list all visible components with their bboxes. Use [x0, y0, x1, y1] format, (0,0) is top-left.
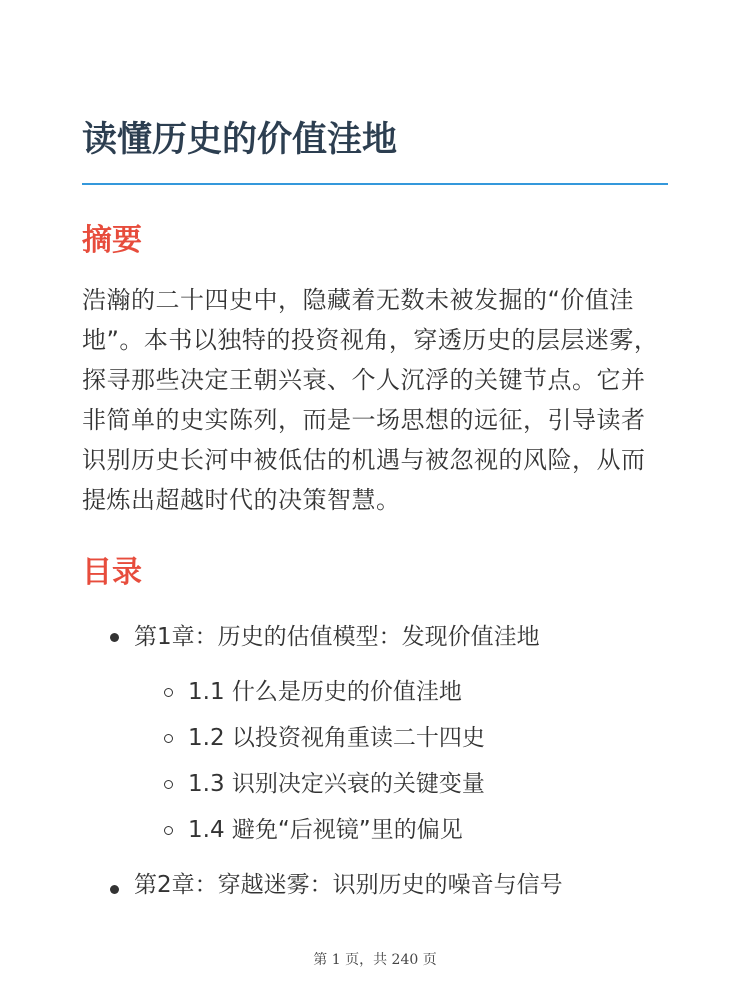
abstract-text: 浩瀚的二十四史中，隐藏着无数未被发掘的“价值洼地”。本书以独特的投资视角，穿透历史的层层迷雾，探寻那些决定王朝兴衰、个人沉浮的关键节点。它并非简单的史实陈列，而是一场思想的远征，引导读者识别历史长河中被低估的机遇与被忽视的风险，从而提炼出超越时代的决策智慧。	[82, 286, 659, 514]
toc-section-1-2[interactable]: 1.2 以投资视角重读二十四史	[188, 725, 485, 751]
bullet-circle-icon	[164, 688, 173, 697]
toc-chapter-1[interactable]: 第1章：历史的估值模型：发现价值洼地	[134, 624, 540, 650]
book-title: 读懂历史的价值洼地	[82, 120, 398, 160]
bullet-circle-icon	[164, 734, 173, 743]
toc-heading: 目录	[82, 555, 142, 590]
abstract-heading: 摘要	[82, 223, 142, 258]
toc-section-1-4[interactable]: 1.4 避免“后视镜”里的偏见	[188, 817, 463, 843]
title-divider	[82, 183, 668, 185]
toc-section-1-3[interactable]: 1.3 识别决定兴衰的关键变量	[188, 771, 485, 797]
toc-chapter-2[interactable]: 第2章：穿越迷雾：识别历史的噪音与信号	[134, 872, 563, 898]
document-page	[82, 0, 668, 1000]
bullet-dot-icon	[110, 633, 119, 642]
bullet-circle-icon	[164, 826, 173, 835]
bullet-dot-icon	[110, 885, 119, 894]
bullet-circle-icon	[164, 780, 173, 789]
page-number: 第 1 页，共 240 页	[313, 952, 437, 968]
toc-section-1-1[interactable]: 1.1 什么是历史的价值洼地	[188, 679, 462, 705]
